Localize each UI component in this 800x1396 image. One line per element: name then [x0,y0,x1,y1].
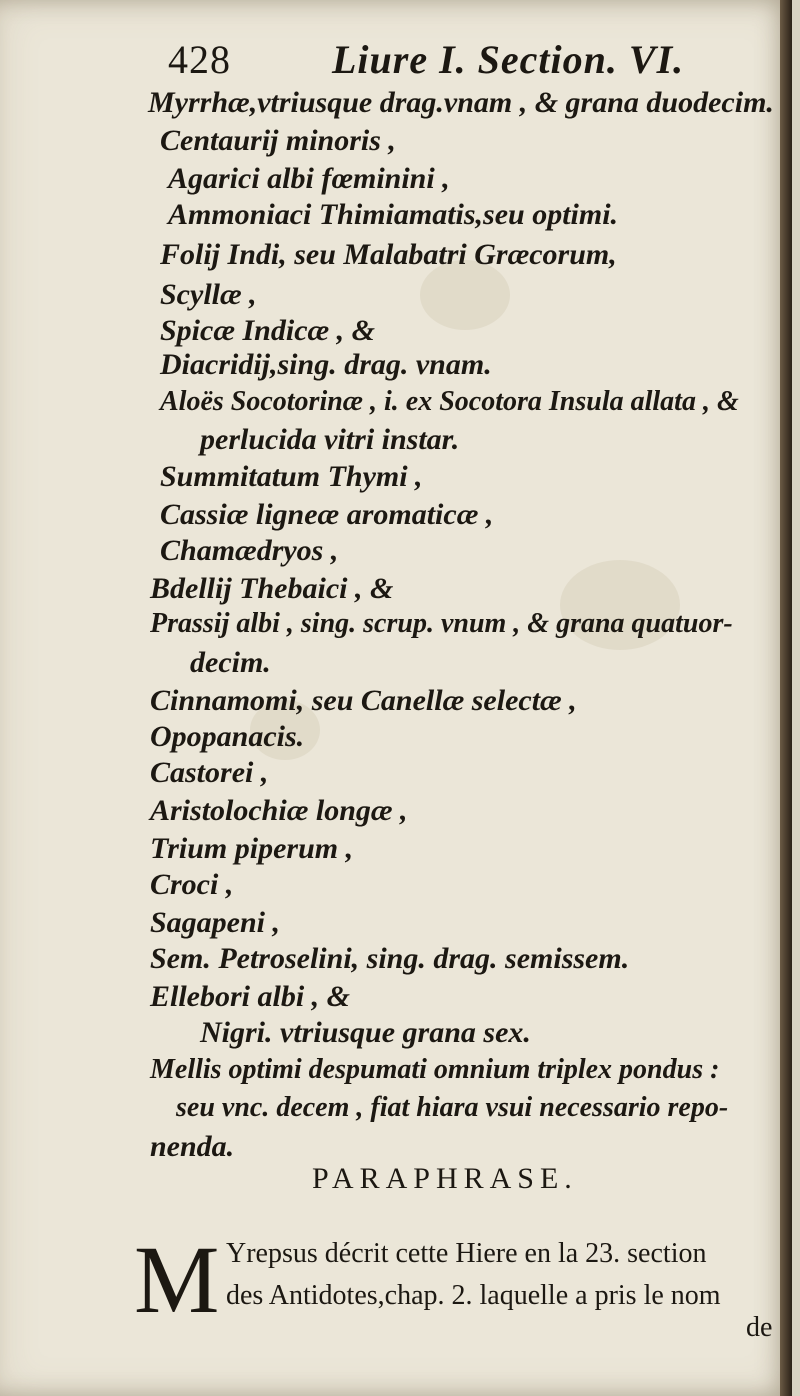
recipe-line: Cinnamomi, seu Canellæ selectæ , [150,684,577,717]
recipe-line: Nigri. vtriusque grana sex. [200,1016,531,1049]
recipe-line: Cassiæ ligneæ aromaticæ , [160,498,494,531]
recipe-line: Agarici albi fœminini , [168,162,450,195]
recipe-line: perlucida vitri instar. [200,423,460,456]
recipe-line: Scyllæ , [160,278,257,311]
paraphrase-line-3: de [746,1312,773,1343]
recipe-line: Folij Indi, seu Malabatri Græcorum, [160,238,617,271]
recipe-line: Opopanacis. [150,720,305,753]
running-title: Liure I. Section. VI. [332,37,685,82]
recipe-line: Prassij albi , sing. scrup. vnum , & grana quatuor- [150,608,733,639]
book-spine [780,0,792,1396]
recipe-line: Summitatum Thymi , [160,460,423,493]
recipe-line: Chamædryos , [160,534,339,567]
recipe-line: Centaurij minoris , [160,124,396,157]
drop-cap: M [134,1226,220,1333]
recipe-line: Spicæ Indicæ , & [160,314,376,347]
running-header [168,36,684,83]
recipe-line: Mellis optimi despumati omnium triplex pondus : [150,1054,720,1085]
recipe-line: Bdellij Thebaici , & [150,572,394,605]
recipe-line: Sem. Petroselini, sing. drag. semissem. [150,942,630,975]
paraphrase-line-2: des Antidotes,chap. 2. laquelle a pris le nom [226,1280,721,1311]
recipe-line: Diacridij,sing. drag. vnam. [160,348,492,381]
paraphrase-line-1: Yrepsus décrit cette Hiere en la 23. section [226,1238,707,1269]
paraphrase-heading: PARAPHRASE. [312,1162,578,1195]
recipe-line: Aristolochiæ longæ , [150,794,408,827]
recipe-line: Aloës Socotorinæ , i. ex Socotora Insula allata , & [160,386,739,417]
recipe-line: Sagapeni , [150,906,281,939]
recipe-line: nenda. [150,1130,235,1163]
recipe-line: Castorei , [150,756,269,789]
recipe-line: seu vnc. decem , fiat hiara vsui necessario repo- [176,1092,729,1123]
recipe-line: Trium piperum , [150,832,354,865]
recipe-line: Ammoniaci Thimiamatis,seu optimi. [168,198,619,231]
recipe-line: Myrrhæ,vtriusque drag.vnam , & grana duodecim. [148,86,774,119]
recipe-line: Ellebori albi , & [150,980,351,1013]
recipe-line: Croci , [150,868,234,901]
page-number: 428 [168,37,231,82]
recipe-line: decim. [190,646,271,679]
